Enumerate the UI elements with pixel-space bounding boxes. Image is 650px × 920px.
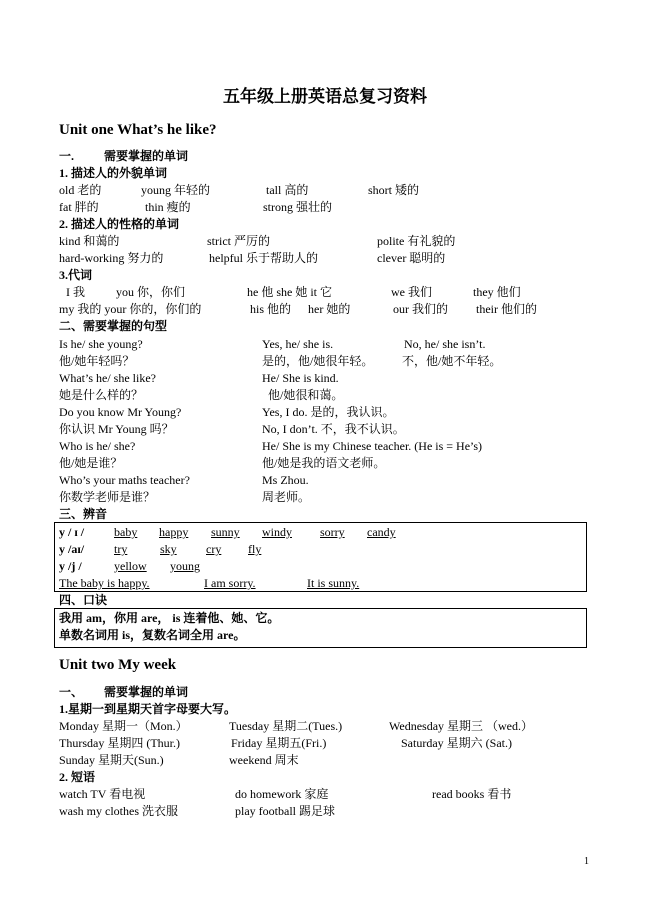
section-1-number: 一. — [59, 149, 75, 163]
pronoun-item: my 我的 your 你的，你们的 — [59, 302, 202, 316]
word-item: strong 强壮的 — [263, 200, 333, 214]
day-item: Saturday 星期六 (Sat.) — [401, 736, 512, 750]
sentence: 他/她是谁？ — [59, 456, 123, 470]
sentence: No, he/ she isn’t. — [404, 337, 486, 351]
sentence: 她是什么样的？ — [59, 388, 144, 402]
sentence: 你数学老师是谁？ — [59, 490, 156, 504]
phonics-word: yellow — [114, 559, 147, 573]
page-title: 五年级上册英语总复习资料 — [223, 87, 427, 106]
pronoun-item: her 她的 — [308, 302, 351, 316]
sentence: Ms Zhou. — [262, 473, 309, 487]
phrase-item: play football 踢足球 — [235, 804, 335, 818]
section-2-title: 二、需要掌握的句型 — [59, 319, 168, 333]
word-item: polite 有礼貌的 — [377, 234, 456, 248]
phonics-label: y / ɪ / — [59, 525, 85, 539]
sentence: Yes, he/ she is. — [262, 337, 334, 351]
phrase-item: read books 看书 — [432, 787, 512, 801]
pronoun-item: he 他 she 她 it 它 — [247, 285, 332, 299]
phonics-word: happy — [159, 525, 189, 539]
phonics-sentence: The baby is happy. — [59, 576, 150, 590]
word-item: clever 聪明的 — [377, 251, 446, 265]
word-item: old 老的 — [59, 183, 102, 197]
sentence: 他/她很和蔼。 — [268, 388, 344, 402]
section-4-title: 四、口诀 — [59, 593, 108, 607]
sentence: No, I don’t. 不，我不认识。 — [262, 422, 405, 436]
sentence: He/ She is kind. — [262, 371, 339, 385]
word-item: young 年轻的 — [141, 183, 211, 197]
word-item: kind 和蔼的 — [59, 234, 120, 248]
phonics-word: try — [114, 542, 128, 556]
pronoun-item: we 我们 — [391, 285, 432, 299]
phonics-label: y /j / — [59, 559, 82, 573]
subsection-days: 1.星期一到星期天首字母要大写。 — [59, 702, 237, 716]
sentence: 是的，他/她很年轻。 — [262, 354, 374, 368]
unit2-section-1-title: 需要掌握的单词 — [104, 685, 189, 699]
day-item: Sunday 星期天(Sun.) — [59, 753, 164, 767]
pronoun-item: I 我 — [66, 285, 85, 299]
sentence: Is he/ she young? — [59, 337, 143, 351]
subsection-personality: 2. 描述人的性格的单词 — [59, 217, 180, 231]
sentence: Yes, I do. 是的，我认识。 — [262, 405, 395, 419]
phonics-word: fly — [248, 542, 262, 556]
subsection-appearance: 1. 描述人的外貌单词 — [59, 166, 168, 180]
phonics-word: young — [170, 559, 200, 573]
unit2-section-1-number: 一、 — [59, 685, 84, 699]
word-item: tall 高的 — [266, 183, 309, 197]
phrase-item: wash my clothes 洗衣服 — [59, 804, 178, 818]
day-item: weekend 周末 — [229, 753, 299, 767]
phonics-word: windy — [262, 525, 292, 539]
sentence: 周老师。 — [262, 490, 311, 504]
sentence: 不，他/她不年轻。 — [402, 354, 502, 368]
word-item: strict 严厉的 — [207, 234, 270, 248]
day-item: Thursday 星期四 (Thur.) — [59, 736, 180, 750]
day-item: Wednesday 星期三 （wed.） — [389, 719, 534, 733]
phonics-label: y /aɪ/ — [59, 542, 85, 556]
unit-two-heading: Unit two My week — [59, 657, 177, 673]
day-item: Monday 星期一（Mon.） — [59, 719, 188, 733]
pronoun-item: our 我们的 — [393, 302, 448, 316]
word-item: fat 胖的 — [59, 200, 99, 214]
sentence: What’s he/ she like? — [59, 371, 156, 385]
sentence: Do you know Mr Young? — [59, 405, 182, 419]
phonics-sentence: I am sorry. — [204, 576, 256, 590]
phonics-word: cry — [206, 542, 222, 556]
rhyme-line: 我用 am，你用 are， is 连着他、她、它。 — [59, 611, 280, 625]
phonics-word: sunny — [211, 525, 240, 539]
unit-one-heading: Unit one What’s he like? — [59, 122, 217, 138]
sentence: Who’s your maths teacher? — [59, 473, 190, 487]
rhyme-line: 单数名词用 is，复数名词全用 are。 — [59, 628, 246, 642]
phonics-word: candy — [367, 525, 396, 539]
pronoun-item: you 你，你们 — [116, 285, 186, 299]
sentence: Who is he/ she? — [59, 439, 136, 453]
word-item: hard-working 努力的 — [59, 251, 164, 265]
pronoun-item: his 他的 — [250, 302, 292, 316]
sentence: He/ She is my Chinese teacher. (He is = He’s) — [262, 439, 483, 453]
subsection-pronouns: 3.代词 — [59, 268, 93, 282]
day-item: Friday 星期五(Fri.) — [231, 736, 327, 750]
page-number: 1 — [584, 856, 589, 867]
phonics-word: sky — [160, 542, 177, 556]
word-item: thin 瘦的 — [145, 200, 191, 214]
sentence: 他/她是我的语文老师。 — [262, 456, 386, 470]
phrase-item: watch TV 看电视 — [59, 787, 146, 801]
phonics-word: sorry — [320, 525, 345, 539]
phrase-item: do homework 家庭 — [235, 787, 329, 801]
sentence: 你认识 Mr Young 吗？ — [59, 422, 174, 436]
section-3-title: 三、辨音 — [59, 507, 108, 521]
subsection-phrases: 2. 短语 — [59, 770, 96, 784]
phonics-word: baby — [114, 525, 138, 539]
pronoun-item: they 他们 — [473, 285, 521, 299]
day-item: Tuesday 星期二(Tues.) — [229, 719, 343, 733]
phonics-sentence: It is sunny. — [307, 576, 360, 590]
sentence: 他/她年轻吗？ — [59, 354, 135, 368]
word-item: short 矮的 — [368, 183, 420, 197]
word-item: helpful 乐于帮助人的 — [209, 251, 318, 265]
pronoun-item: their 他们的 — [476, 302, 537, 316]
section-1-title: 需要掌握的单词 — [104, 149, 189, 163]
